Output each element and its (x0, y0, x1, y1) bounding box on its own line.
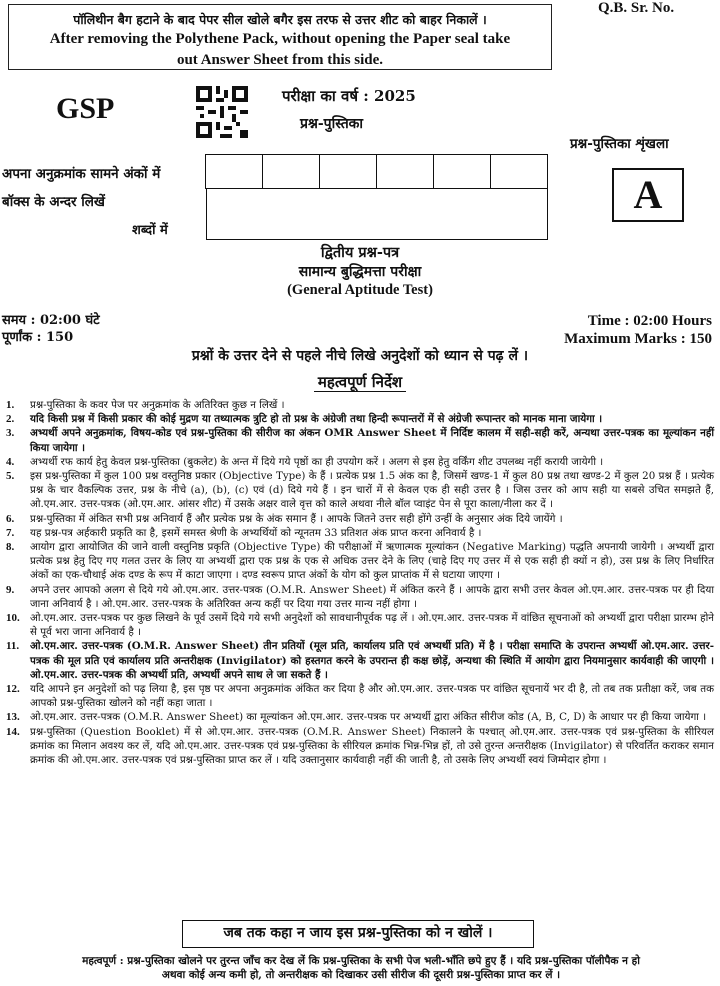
time-marks-hindi (2, 312, 100, 346)
exam-code: GSP (56, 92, 115, 125)
instruction-text: प्रश्न-पुस्तिका में अंकित सभी प्रश्न अनिवार्य हैं और प्रत्येक प्रश्न के अंक समान हैं । आपके जितने उत्तर सही होंगे उन्हीं के अनुसार अंक दिये जायेंगे । (30, 512, 563, 525)
instruction-text: अभ्यर्थी रफ कार्य हेतु केवल प्रश्न-पुस्तिका (बुकलेट) के अन्त में दिये गये पृष्ठों का ही उपयोग करें । अलग से इस हेतु वर्किंग शीट उपलब्ध नहीं करायी जायेगी । (30, 455, 604, 468)
instruction-text: प्रश्न-पुस्तिका (Question Booklet) में से ओ.एम.आर. उत्तर-पत्रक (O.M.R. Answer Sheet) निकालने के पश्चात् ओ.एम.आर. उत्तर-पत्रक एवं प्रश्न-पुस्तिका के सीरियल क्रमांक का मिलान अवश्य कर लें, यदि ओ.एम.आर. उत्तर-पत्रक एवं प्रश्न-पुस्तिका के सीरियल क्रमांक भिन्न-भिन्न हों, तो उसे तुरन्त अन्तरीक्षक (Invigilator) से परिवर्तित कराकर समान क्रमांक की ओ.एम.आर. उत्तर-पत्रक एवं प्रश्न-पुस्तिका प्राप्त कर लें । यदि उक्तानुसार कार्यवाही नहीं की जाती है, तो उसके लिए अभ्यर्थी स्वयं जिम्मेदार होगा । (30, 725, 714, 767)
polythene-notice-box (8, 4, 552, 70)
instructions-title (0, 372, 720, 392)
instruction-text: यदि आपने इन अनुदेशों को पढ़ लिया है, इस पृष्ठ पर अपना अनुक्रमांक अंकित कर दिया है और ओ.एम.आर. उत्तर-पत्रक पर वांछित सूचनायें भर दी है, तो तब तक प्रतीक्षा करें, जब तक आपको प्रश्न-पुस्तिका खोलने को नहीं कहा जाता । (30, 683, 714, 710)
instruction-item (6, 583, 714, 611)
instruction-item (6, 639, 714, 682)
instruction-item (6, 469, 714, 512)
instruction-text: यदि किसी प्रश्न में किसी प्रकार की कोई मुद्रण या तथ्यात्मक त्रुटि हो तो प्रश्न के अंग्रेजी तथा हिन्दी रूपान्तरों में से अंग्रेजी रूपान्तर को मानक माना जायेगा । (30, 413, 603, 426)
roll-number-words-box[interactable] (206, 188, 548, 240)
instruction-number: 10. (6, 612, 20, 625)
marks-english: Maximum Marks : 150 (564, 331, 712, 347)
booklet-series-label: प्रश्न-पुस्तिका शृंखला (570, 136, 669, 152)
instruction-number: 8. (6, 541, 15, 554)
instruction-text: प्रश्न-पुस्तिका के कवर पेज पर अनुक्रमांक के अतिरिक्त कुछ न लिखें । (30, 399, 285, 411)
qb-serial-label: Q.B. Sr. No. (598, 0, 675, 16)
paper-subject-hindi: सामान्य बुद्धिमत्ता परीक्षा (298, 264, 422, 280)
important-note-line1: महत्वपूर्ण : प्रश्न-पुस्तिका खोलने पर तुरन्त जाँच कर देख लें कि प्रश्न-पुस्तिका के सभी पेज भली-भाँति छपे हुए हैं । यदि प्रश्न-पुस्तिका पॉलीपैक न हो (82, 955, 640, 967)
instruction-number: 9. (6, 583, 15, 596)
paper-subject-english: (General Aptitude Test) (287, 282, 433, 298)
roll-digit-box[interactable] (319, 154, 378, 189)
instruction-item (6, 710, 714, 724)
instruction-item (6, 412, 714, 426)
roll-digit-box[interactable] (433, 154, 492, 189)
exam-year: परीक्षा का वर्ष : 2025 (282, 87, 416, 105)
instruction-number: 7. (6, 526, 15, 539)
instruction-number: 6. (6, 512, 15, 525)
instruction-number: 11. (6, 640, 20, 653)
roll-digit-box[interactable] (205, 154, 264, 189)
instruction-number: 4. (6, 455, 15, 468)
important-note (6, 954, 716, 982)
instruction-item (6, 540, 714, 583)
instruction-item (6, 426, 714, 454)
time-english: Time : 02:00 Hours (587, 313, 712, 329)
instructions-title-text: महत्वपूर्ण निर्देश (314, 373, 406, 392)
roll-number-label (2, 160, 160, 216)
roll-label-line2: बॉक्स के अन्दर लिखें (2, 194, 105, 210)
instruction-number: 14. (6, 725, 20, 738)
instruction-item (6, 611, 714, 639)
roll-digit-box[interactable] (262, 154, 321, 189)
instruction-text: इस प्रश्न-पुस्तिका में कुल 100 प्रश्न वस्तुनिष्ठ प्रकार (Objective Type) के हैं । प्रत्येक प्रश्न 1.5 अंक का है, जिसमें खण्ड-1 में कुल 80 प्रश्न तथा खण्ड-2 में कुल 20 प्रश्न हैं । प्रत्येक प्रश्न के चार वैकल्पिक उत्तर, प्रश्न के नीचे (a), (b), (c) एवं (d) दिये गये हैं । इन चारों में से केवल एक ही सही उत्तर है । जिस उत्तर को आप सही या सबसे उचित समझते हैं, ओ.एम.आर. उत्तर-पत्रक (ओ.एम.आर. आंसर शीट) में उसके अक्षर वाले वृत्त को काले अथवा नीले बॉल प्वाइंट पेन से पूरा काला/नीला कर दें । (30, 470, 714, 511)
notice-english-line1: After removing the Polythene Pack, without opening the Paper seal take (49, 31, 511, 47)
notice-hindi: पॉलिथीन बैग हटाने के बाद पेपर सील खोले बगैर इस तरफ से उत्तर शीट को बाहर निकालें । (73, 12, 487, 27)
roll-label-line1: अपना अनुक्रमांक सामने अंकों में (2, 166, 161, 182)
instruction-text: ओ.एम.आर. उत्तर-पत्रक पर कुछ लिखने के पूर्व उसमें दिये गये सभी अनुदेशों को सावधानीपूर्वक पढ़ लें । ओ.एम.आर. उत्तर-पत्रक में वांछित सूचनाओं को अभ्यर्थी द्वारा परीक्षा प्रारम्भ होने से पूर्व भरा जाना अनिवार्य है । (30, 612, 714, 639)
instructions-list (6, 398, 714, 767)
do-not-open-box: जब तक कहा न जाय इस प्रश्न-पुस्तिका को न खोलें । (182, 920, 534, 948)
roll-number-digit-boxes[interactable] (206, 154, 548, 189)
instruction-text: आयोग द्वारा आयोजित की जाने वाली वस्तुनिष्ठ प्रकृति (Objective Type) की परीक्षाओं में ऋणात्मक मूल्यांकन (Negative Marking) पद्धति अपनायी जायेगी । अभ्यर्थी द्वारा प्रत्येक प्रश्न हेतु दिए गए गलत उत्तर के लिए या अभ्यर्थी द्वारा एक प्रश्न के एक से अधिक उत्तर देने के लिए (चाहे दिए गए उत्तर में से एक सही ही क्यों न हो), उस प्रश्न के लिए निर्धारित अंकों का एक-चौथाई अंक दण्ड के रूप में काटा जाएगा । दण्ड स्वरूप प्राप्त अंकों के योग को कुल प्राप्तांक में से घटाया जाएगा । (30, 541, 714, 582)
paper-name: द्वितीय प्रश्न-पत्र (320, 244, 400, 261)
instruction-number: 3. (6, 427, 15, 440)
instruction-text: अपने उत्तर आपको अलग से दिये गये ओ.एम.आर. उत्तर-पत्रक (O.M.R. Answer Sheet) में अंकित करने हैं । आपके द्वारा सभी उत्तर केवल ओ.एम.आर. उत्तर-पत्रक पर ही दिया जाना अनिवार्य है । ओ.एम.आर. उत्तर-पत्रक के अतिरिक्त अन्य कहीं पर दिया गया उत्तर मान्य नहीं होगा । (30, 583, 714, 610)
instruction-number: 12. (6, 683, 20, 696)
marks-hindi: पूर्णांक : 150 (2, 330, 74, 345)
instruction-number: 2. (6, 413, 15, 426)
notice-english-line2: out Answer Sheet from this side. (176, 52, 384, 68)
instruction-text: अभ्यर्थी अपने अनुक्रमांक, विषय-कोड एवं प्रश्न-पुस्तिका की सीरीज का अंकन OMR Answer Sheet में निर्दिष्ट कालम में सही-सही करें, अन्यथा उत्तर-पत्रक का मूल्यांकन नहीं किया जायेगा । (30, 427, 714, 454)
important-note-line2: अथवा कोई अन्य कमी हो, तो अन्तरीक्षक को दिखाकर उसी सीरीज की दूसरी प्रश्न-पुस्तिका प्राप्त कर लें । (161, 969, 561, 981)
roll-words-label: शब्दों में (132, 223, 168, 238)
roll-digit-box[interactable] (490, 154, 549, 189)
instruction-number: 5. (6, 470, 15, 483)
instruction-item (6, 455, 714, 469)
instruction-number: 13. (6, 711, 20, 724)
time-hindi: समय : 02:00 घंटे (2, 313, 100, 328)
booklet-title: प्रश्न-पुस्तिका (300, 116, 364, 132)
roll-digit-box[interactable] (376, 154, 435, 189)
instruction-item (6, 526, 714, 540)
instruction-item (6, 512, 714, 526)
time-marks-english (564, 312, 712, 348)
read-instructions-heading: प्रश्नों के उत्तर देने से पहले नीचे लिखे अनुदेशों को ध्यान से पढ़ लें । (191, 348, 529, 364)
instruction-text: ओ.एम.आर. उत्तर-पत्रक (O.M.R. Answer Sheet) का मूल्यांकन ओ.एम.आर. उत्तर-पत्रक पर अभ्यर्थी द्वारा अंकित सीरीज कोड (A, B, C, D) के आधार पर ही किया जायेगा । (30, 711, 707, 724)
instruction-item (6, 682, 714, 710)
qr-code-icon (196, 86, 248, 138)
instruction-number: 1. (6, 399, 15, 411)
instruction-item (6, 725, 714, 768)
instruction-text: यह प्रश्न-पत्र अर्हकारी प्रकृति का है, इसमें समस्त श्रेणी के अभ्यर्थियों को न्यूनतम 33 प्रतिशत अंक प्राप्त करना अनिवार्य है । (30, 526, 482, 539)
instruction-text: ओ.एम.आर. उत्तर-पत्रक (O.M.R. Answer Sheet) तीन प्रतियों (मूल प्रति, कार्यालय प्रति एवं अभ्यर्थी प्रति) में है । परीक्षा समाप्ति के उपरान्त अभ्यर्थी ओ.एम.आर. उत्तर-पत्रक की मूल प्रति एवं कार्यालय प्रति अन्तरीक्षक (Invigilator) को हस्तगत करने के उपरान्त ही कक्ष छोड़ें, अन्यथा की स्थिति में आयोग द्वारा नियमानुसार कार्यवाही की जाएगी । ओ.एम.आर. उत्तर-पत्रक की अभ्यर्थी प्रति, अभ्यर्थी अपने साथ ले जा सकते हैं । (30, 640, 714, 681)
instruction-item (6, 398, 714, 412)
booklet-series-box: A (612, 168, 684, 222)
